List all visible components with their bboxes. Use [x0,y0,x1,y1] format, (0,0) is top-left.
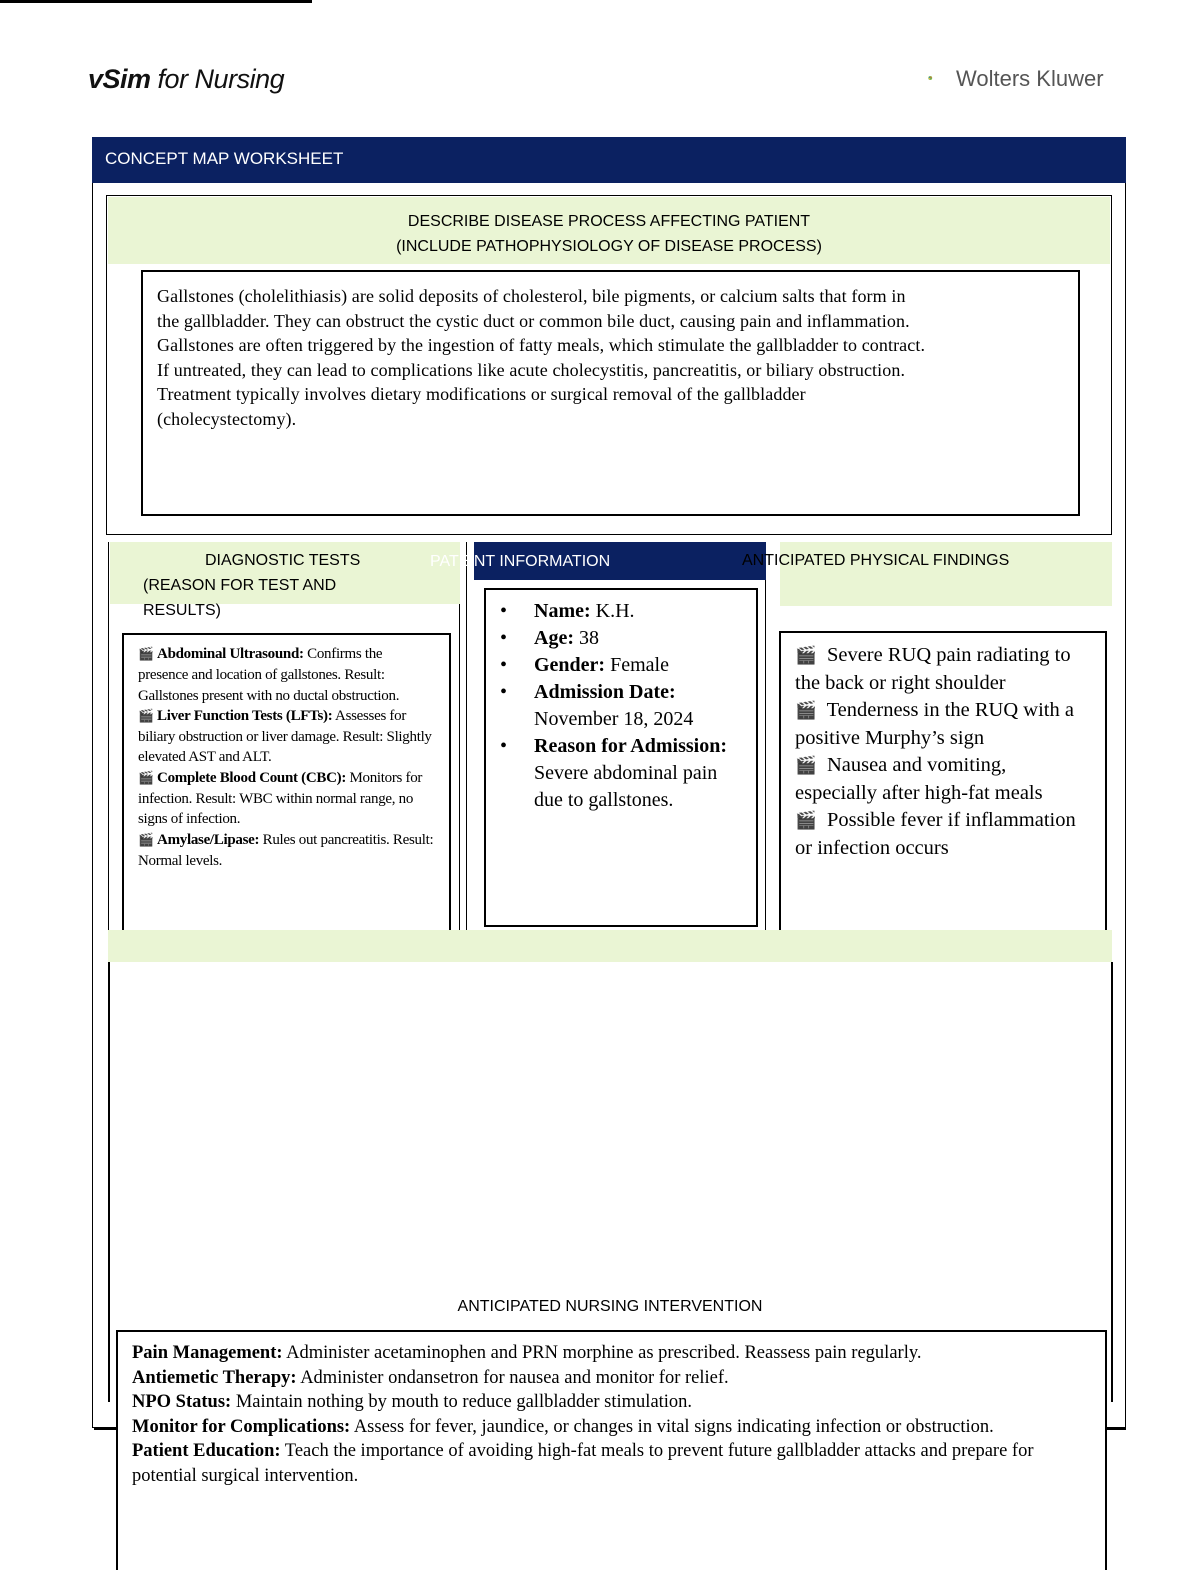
disease-line: Gallstones are often triggered by the ingestion of fatty meals, which stimulate the gallbladder to contract. [157,335,926,355]
nursing-item: NPO Status: Maintain nothing by mouth to reduce gallbladder stimulation. [132,1392,693,1413]
frame-tick-left [94,1428,116,1430]
clapperboard-icon: 🎬 [138,770,154,786]
physical-finding: 🎬 Tenderness in the RUQ with a positive Murphy’s sign [795,699,1074,749]
green-divider-strip [108,930,1112,962]
disease-heading [108,197,1110,264]
physical-findings-heading: ANTICIPATED PHYSICAL FINDINGS [780,542,1112,606]
clapperboard-icon: 🎬 [795,646,817,666]
diagnostic-item: 🎬 Complete Blood Count (CBC): Monitors for infection. Result: WBC within normal range, no signs of infection. [138,769,423,828]
clapperboard-icon: 🎬 [138,647,154,662]
patient-info-box [484,588,758,927]
disease-heading-line1: DESCRIBE DISEASE PROCESS AFFECTING PATIENT [407,213,811,230]
disease-text-box [141,270,1080,516]
disease-line: If untreated, they can lead to complications like acute cholecystitis, pancreatitis, or biliary obstruction. [157,359,906,380]
nursing-text-box [116,1330,1107,1570]
frame-line-left [108,962,110,1402]
nursing-heading: ANTICIPATED NURSING INTERVENTION [457,1298,763,1315]
clapperboard-icon: 🎬 [138,832,154,848]
patient-field-reason: • Reason for Admission: Severe abdominal pain due to gallstones. [534,733,746,814]
patient-info-heading: PATIENT INFORMATION [474,542,766,580]
vsim-logo: vSim for Nursing [88,64,285,94]
disease-line: Treatment typically involves dietary modifications or surgical removal of the gallbladder [157,384,806,404]
diagnostic-heading-line2: (REASON FOR TEST AND [143,577,337,594]
physical-finding: 🎬 Nausea and vomiting, especially after high-fat meals [795,754,1043,804]
top-rule [0,0,312,3]
publisher-name: Wolters Kluwer [956,66,1104,91]
diagnostic-item: 🎬 Abdominal Ultrasound: Confirms the presence and location of gallstones. Result: Gallstones present with no ductal obstruction. [138,646,400,704]
patient-info-list [534,598,746,814]
disease-heading-line2: (INCLUDE PATHOPHYSIOLOGY OF DISEASE PROCESS) [396,238,822,255]
nursing-item: Patient Education: Teach the importance of avoiding high-fat meals to prevent future gallbladder attacks and prepare for potential surgical intervention. [132,1441,1034,1486]
diagnostic-heading-line1: DIAGNOSTIC TESTS [205,552,361,569]
diagnostic-heading [110,542,460,619]
patient-field-admission-date: • Admission Date: November 18, 2024 [534,679,746,733]
frame-tick-right [1106,1428,1126,1430]
nursing-item: Pain Management: Administer acetaminophen and PRN morphine as prescribed. Reassess pain regularly. [132,1343,922,1363]
diagnostic-item: 🎬 Liver Function Tests (LFTs): Assesses for biliary obstruction or liver damage. Result: Slightly elevated AST and ALT. [138,707,432,766]
nursing-item: Monitor for Complications: Assess for fever, jaundice, or changes in vital signs indicating infection or obstruction. [132,1416,994,1437]
physical-finding: 🎬 Severe RUQ pain radiating to the back or right shoulder [795,644,1071,694]
diagnostic-text-box [122,633,451,949]
worksheet-title: CONCEPT MAP WORKSHEET [92,137,1126,183]
disease-line: (cholecystectomy). [157,408,297,429]
physical-finding: 🎬 Possible fever if inflammation or infection occurs [795,809,1076,859]
disease-line: the gallbladder. They can obstruct the cystic duct or common bile duct, causing pain and inflammation. [157,310,910,331]
patient-field-age: • Age: 38 [534,625,746,652]
disease-line: Gallstones (cholelithiasis) are solid deposits of cholesterol, bile pigments, or calcium salts that form in [157,286,906,306]
clapperboard-icon: 🎬 [795,756,817,776]
patient-field-name: • Name: K.H. [534,598,746,625]
diagnostic-heading-line3: RESULTS) [143,602,221,619]
physical-findings-box [779,631,1107,957]
frame-line-right [1111,962,1113,1402]
clapperboard-icon: 🎬 [795,701,817,721]
clapperboard-icon: 🎬 [138,708,154,724]
clapperboard-icon: 🎬 [795,811,817,831]
nursing-item: Antiemetic Therapy: Administer ondansetron for nausea and monitor for relief. [132,1367,729,1388]
diagnostic-item: 🎬 Amylase/Lipase: Rules out pancreatitis. Result: Normal levels. [138,831,434,869]
wolters-kluwer-logo-icon [928,60,958,96]
patient-field-gender: • Gender: Female [534,652,746,679]
